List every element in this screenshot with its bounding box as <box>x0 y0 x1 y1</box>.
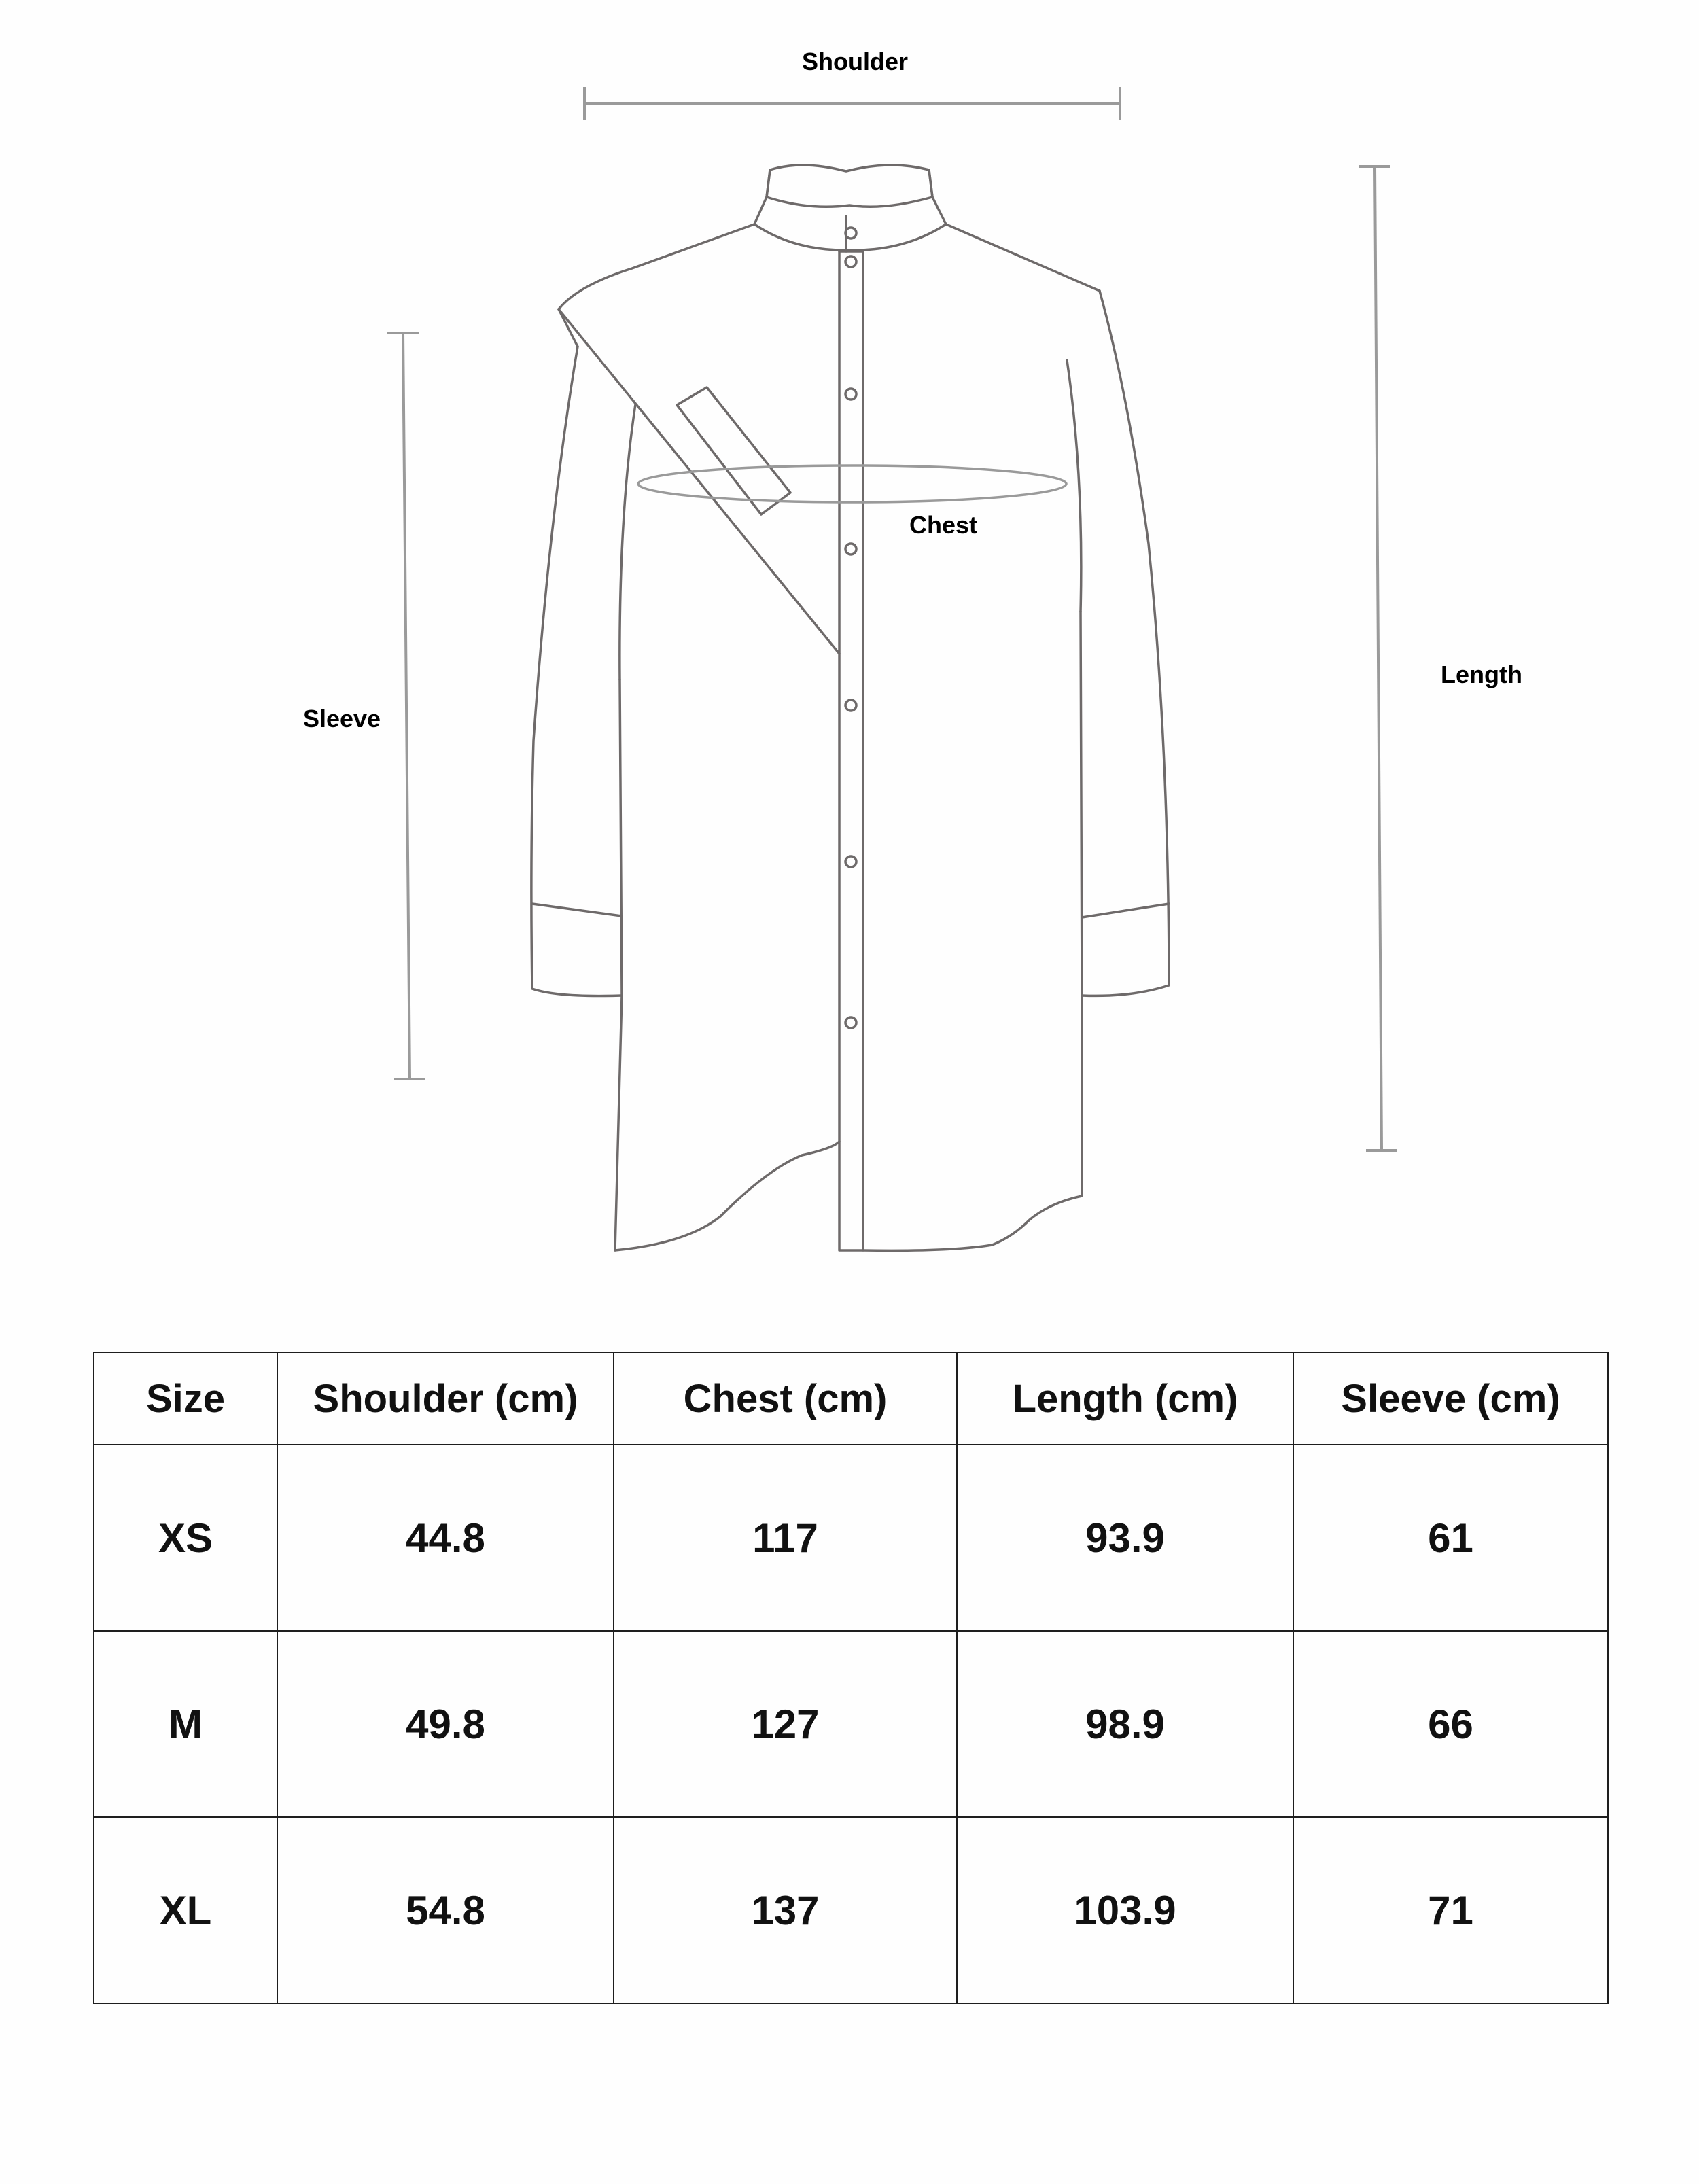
shirt-outline <box>531 165 1169 1250</box>
cell-sleeve: 66 <box>1293 1631 1608 1817</box>
cell-length: 98.9 <box>957 1631 1293 1817</box>
cell-sleeve: 71 <box>1293 1817 1608 2003</box>
table-row <box>94 1631 1608 1817</box>
cell-size: XS <box>94 1445 277 1631</box>
cell-sleeve: 61 <box>1293 1445 1608 1631</box>
table-row <box>94 1445 1608 1631</box>
header-shoulder: Shoulder (cm) <box>277 1352 614 1445</box>
header-sleeve: Sleeve (cm) <box>1293 1352 1608 1445</box>
cell-shoulder: 44.8 <box>277 1445 614 1631</box>
table-header-row <box>94 1352 1608 1445</box>
cell-size: M <box>94 1631 277 1817</box>
cell-chest: 117 <box>614 1445 957 1631</box>
cell-shoulder: 49.8 <box>277 1631 614 1817</box>
cell-size: XL <box>94 1817 277 2003</box>
shoulder-label: Shoulder <box>801 48 909 75</box>
table-row <box>94 1817 1608 2003</box>
shoulder-measure-line <box>584 87 1120 120</box>
sleeve-measure-line <box>387 333 425 1079</box>
header-length: Length (cm) <box>957 1352 1293 1445</box>
cell-chest: 127 <box>614 1631 957 1817</box>
header-size: Size <box>94 1352 277 1445</box>
cell-chest: 137 <box>614 1817 957 2003</box>
sleeve-label: Sleeve <box>302 705 381 733</box>
cell-length: 93.9 <box>957 1445 1293 1631</box>
length-label: Length <box>1441 661 1522 688</box>
chest-label: Chest <box>909 511 978 539</box>
size-chart-table <box>93 1352 1609 2004</box>
length-measure-line <box>1359 166 1397 1150</box>
cell-length: 103.9 <box>957 1817 1293 2003</box>
header-chest: Chest (cm) <box>614 1352 957 1445</box>
cell-shoulder: 54.8 <box>277 1817 614 2003</box>
